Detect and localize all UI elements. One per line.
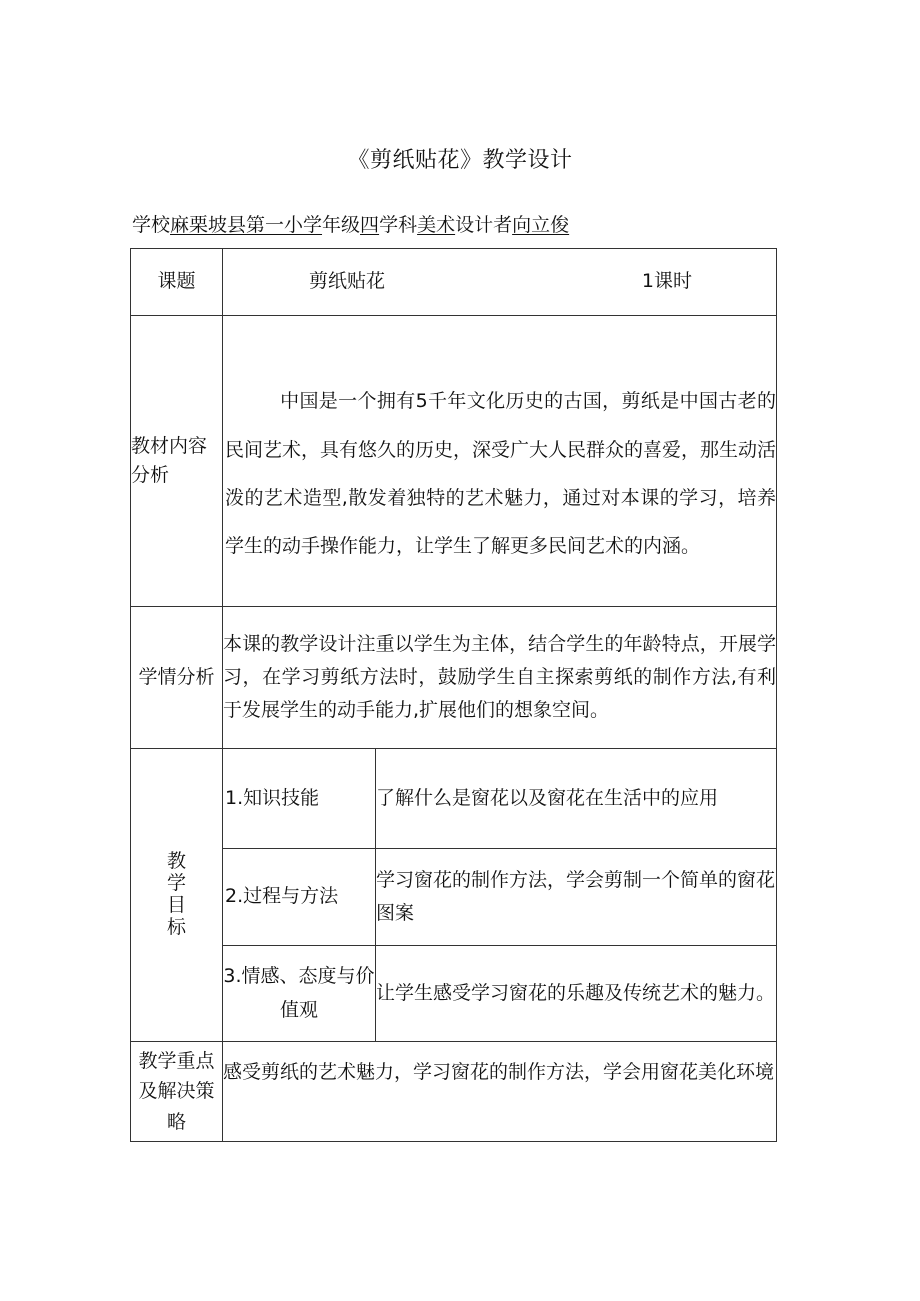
goals-label: 教学目标 bbox=[166, 850, 186, 938]
topic-value: 剪纸贴花 bbox=[309, 270, 386, 293]
table-row-key bbox=[131, 1042, 777, 1142]
table-row-goal-2 bbox=[131, 849, 777, 946]
table-row-student bbox=[131, 607, 777, 749]
goal-2-text: 学习窗花的制作方法，学会剪制一个简单的窗花图案 bbox=[376, 849, 777, 946]
designer-value: 向立俊 bbox=[512, 214, 570, 236]
topic-label: 课题 bbox=[131, 249, 223, 316]
table-row-material bbox=[131, 316, 777, 607]
goal-1-text: 了解什么是窗花以及窗花在生活中的应用 bbox=[376, 749, 777, 849]
grade-label: 年级 bbox=[322, 214, 361, 236]
material-label-cell bbox=[131, 316, 223, 607]
material-text: 中国是一个拥有5千年文化历史的古国，剪纸是中国古老的民间艺术，具有悠久的历史，深受广大人民群众的喜爱，那生动活泼的艺术造型,散发着独特的艺术魅力，通过对本课的学习，培养学生的动手操作能力，让学生了解更多民间艺术的内涵。 bbox=[225, 390, 777, 558]
subject-value: 美术 bbox=[417, 214, 456, 236]
material-label: 教材内容分析 bbox=[131, 434, 208, 486]
school-label: 学校 bbox=[132, 214, 171, 236]
key-text: 感受剪纸的艺术魅力，学习窗花的制作方法，学会用窗花美化环境 bbox=[223, 1042, 777, 1142]
school-value: 麻栗坡县第一小学 bbox=[170, 214, 323, 236]
grade-value: 四 bbox=[360, 214, 380, 236]
goal-3-label: 3.情感、态度与价值观 bbox=[223, 946, 376, 1042]
document-title: 《剪纸贴花》教学设计 bbox=[347, 148, 573, 173]
key-label: 教学重点及解决策略 bbox=[131, 1042, 223, 1142]
material-cell bbox=[223, 316, 777, 607]
goal-1-label: 1.知识技能 bbox=[223, 749, 376, 849]
info-line bbox=[132, 210, 569, 237]
subject-label: 学科 bbox=[379, 214, 418, 236]
table-row-goal-1 bbox=[131, 749, 777, 849]
goals-label-cell bbox=[131, 749, 223, 1042]
table-row-goal-3 bbox=[131, 946, 777, 1042]
table-row-topic bbox=[131, 249, 777, 316]
student-cell bbox=[223, 607, 777, 749]
goal-3-text: 让学生感受学习窗花的乐趣及传统艺术的魅力。 bbox=[376, 946, 777, 1042]
designer-label: 设计者 bbox=[455, 214, 513, 236]
student-text: 本课的教学设计注重以学生为主体，结合学生的年龄特点，开展学习，在学习剪纸方法时，鼓励学生自主探索剪纸的制作方法,有利于发展学生的动手能力,扩展他们的想象空间。 bbox=[223, 632, 777, 722]
topic-cell bbox=[223, 249, 777, 316]
student-label: 学情分析 bbox=[131, 607, 223, 749]
goal-2-label: 2.过程与方法 bbox=[223, 849, 376, 946]
lesson-table bbox=[130, 248, 777, 1142]
hours-value: 1课时 bbox=[641, 270, 693, 293]
